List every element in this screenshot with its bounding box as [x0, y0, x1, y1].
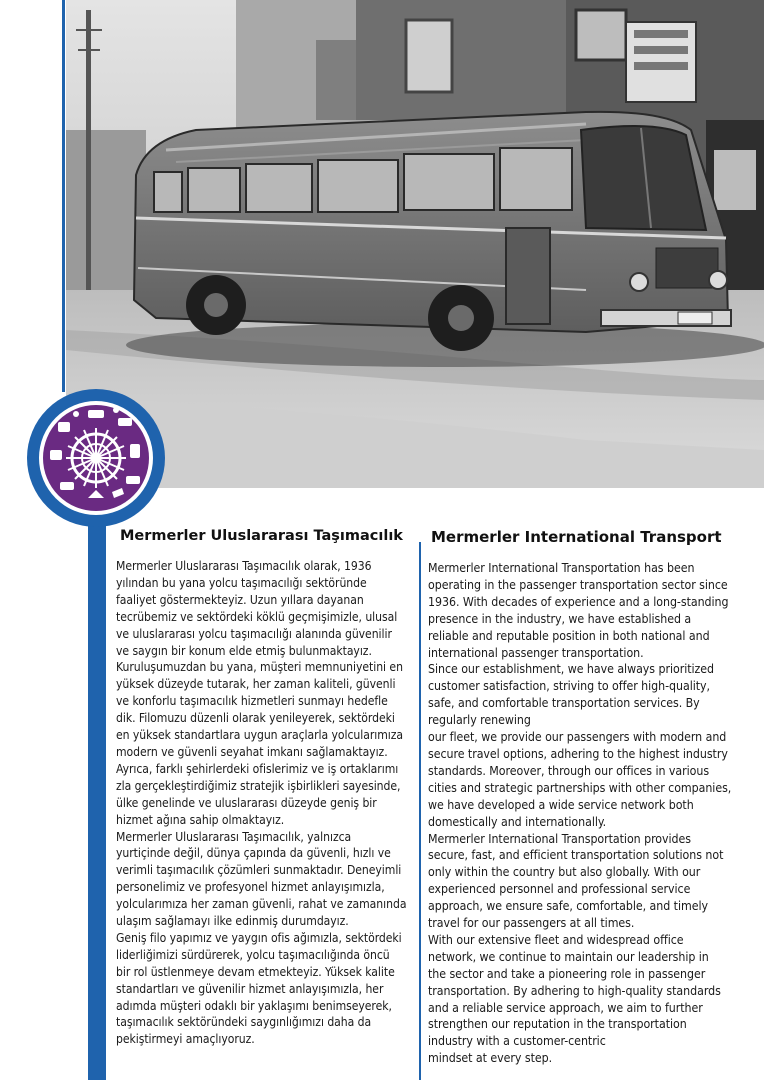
english-paragraph-3: Mermerler International Transportation provides secure, fast, and efficient transportation solutions not only within the country but also globally. With our experienced personnel and professional service approach, we ensure safe, comfortable, and timely travel for our passengers at all times.	[428, 831, 724, 931]
english-paragraph-1: Mermerler International Transportation has been operating in the passenger transportation sector since 1936. With decades of experience and a long-standing presence in the industry, we have established a reliable and reputable position in both national and international passenger transportation.	[428, 561, 729, 660]
frame-bar-bottom	[88, 520, 106, 1080]
english-text-column	[428, 528, 754, 1067]
turkish-paragraph-3: Ayrıca, farklı şehirlerdeki ofislerimiz ve iş ortaklarımı zla gerçekleştirdiğimiz stratejik işbirlikleri sayesinde, ülke genelinde ve uluslararası düzeyde geniş bir hizmet ağına sahip olmaktayız.	[116, 761, 401, 827]
turkish-paragraph-2: Kuruluşumuzdan bu yana, müşteri memnuniyetini en yüksek düzeyde tutarak, her zaman kaliteli, güvenli ve konforlu taşımacılık hizmetleri sunmayı hedefle dik. Filomuzu düzenli olarak yenileyerek, sektördeki en yüksek standartlara uygun araçlarla yolcularımıza modern ve güvenli seyahat imkanı sağlamaktayız.	[116, 660, 404, 759]
english-heading: Mermerler International Transport	[431, 528, 722, 546]
english-paragraph-2: Since our establishment, we have always prioritized customer satisfaction, striving to offer high-quality, safe, and comfortable transportation services. By regularly renewing our fleet, we provide our passengers with modern and secure travel options, adhering to the highest industry standards. Moreover, through our offices in various cities and strategic partnerships with other companies, we have developed a wide service network both domestically and internationally.	[428, 662, 732, 829]
turkish-paragraph-4: Mermerler Uluslararası Taşımacılık, yalnızca yurtiçinde değil, dünya çapında da güvenli, hızlı ve verimli taşımacılık çözümleri sunmaktadır. Deneyimli personelimiz ve profesyonel hizmet anlayışımızla, yolcularımıza her zaman güvenli, rahat ve zamanında ulaşım sağlamayı ilke edinmiş durumdayız.	[116, 829, 407, 929]
turkish-paragraph-5: Geniş filo yapımız ve yaygın ofis ağımızla, sektördeki liderliğimizi sürdürerek, yolcu taşımacılığında öncü bir rol üstlenmeye devam etmekteyiz. Yüksek kalite standartları ve güvenilir hizmet anlayışımızla, her adımda müşteri odaklı bir yaklaşımı benimseyerek, taşımacılık sektöründeki saygınlığımızı daha da pekiştirmeyi amaçlıyoruz.	[116, 930, 402, 1047]
column-divider	[419, 542, 421, 1080]
transport-compass-emblem-icon	[26, 388, 166, 528]
turkish-text-column	[116, 528, 414, 1048]
turkish-heading: Mermerler Uluslararası Taşımacılık	[120, 528, 403, 544]
turkish-paragraph-1: Mermerler Uluslararası Taşımacılık olarak, 1936 yılından bu yana yolcu taşımacılığı sektöründe faaliyet göstermekteyiz. Uzun yıllara dayanan tecrübemiz ve sektördeki köklü geçmişimizle, ulusal ve uluslararası yolcu taşımacılığı alanında güvenilir ve saygın bir konum elde etmiş bulunmaktayız.	[116, 559, 398, 658]
historic-bus-photo	[66, 0, 764, 488]
frame-line-top	[62, 0, 65, 392]
english-paragraph-4: With our extensive fleet and widespread office network, we continue to maintain our leadership in the sector and take a pioneering role in passenger transportation. By adhering to high-quality standards and a reliable service approach, we aim to further strengthen our reputation in the transportation industry with a customer-centric mindset at every step.	[428, 932, 721, 1066]
